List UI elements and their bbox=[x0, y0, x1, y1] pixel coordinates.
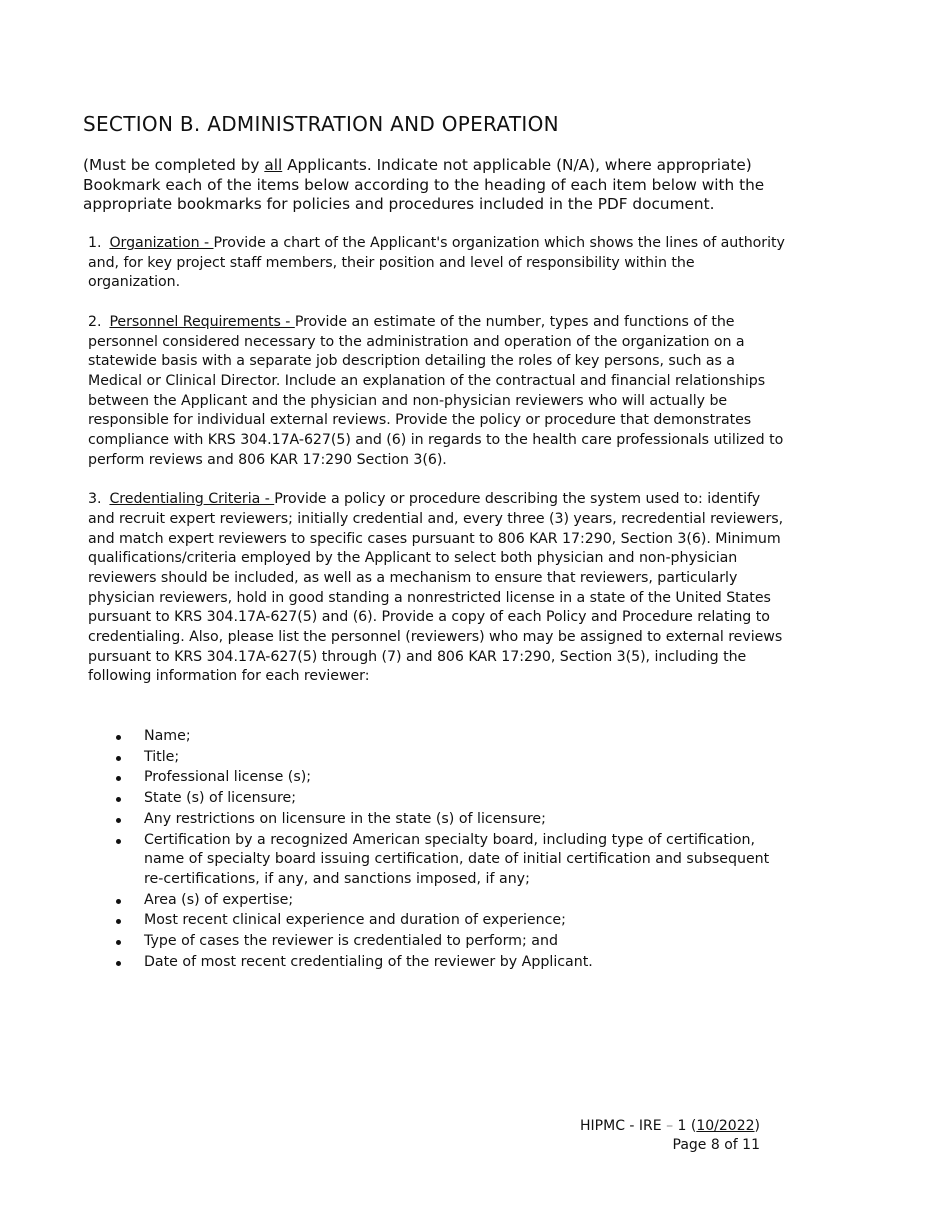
list-item: State (s) of licensure; bbox=[114, 789, 774, 809]
item-number: 1. bbox=[88, 235, 102, 251]
item-text: Provide a chart of the Applicant's organization which shows the lines of authority and, for key project staff members, their position and level of responsibility within the organization. bbox=[88, 235, 785, 291]
list-item: Name; bbox=[114, 727, 774, 747]
list-item: Area (s) of expertise; bbox=[114, 891, 774, 911]
form-dash: – bbox=[666, 1118, 674, 1134]
list-item: Any restrictions on licensure in the state (s) of licensure; bbox=[114, 810, 774, 830]
intro-text-end: Applicants. Indicate not applicable (N/A), where appropriate) Bookmark each of the items below according to the heading of each item below with the appropriate bookmarks for policies and procedures included in the PDF document. bbox=[83, 156, 765, 214]
list-item: Type of cases the reviewer is credentialed to perform; and bbox=[114, 932, 774, 952]
list-item: Title; bbox=[114, 748, 774, 768]
form-revision: 10/2022 bbox=[696, 1118, 755, 1134]
list-item: Most recent clinical experience and duration of experience; bbox=[114, 911, 774, 931]
page-number: Page 8 of 11 bbox=[672, 1137, 760, 1153]
requirement-item bbox=[88, 490, 788, 687]
item-title: Personnel Requirements - bbox=[109, 313, 295, 330]
requirements-list bbox=[88, 234, 788, 707]
requirement-item bbox=[88, 313, 788, 471]
item-number: 2. bbox=[88, 313, 102, 330]
reviewer-info-list bbox=[114, 727, 774, 973]
form-close: ) bbox=[754, 1118, 760, 1134]
section-intro bbox=[83, 156, 803, 215]
item-number: 3. bbox=[88, 491, 102, 508]
item-title: Credentialing Criteria - bbox=[109, 491, 275, 508]
requirement-item bbox=[88, 234, 788, 293]
list-item: Professional license (s); bbox=[114, 768, 774, 788]
item-text: Provide an estimate of the number, types and functions of the personnel considered necessary to the administration and operation of the organization on a statewide basis with a separate job description detailing the roles of key persons, such as a Medical or Clinical Director. Include an explanation of the contractual and financial relationships between the Applicant and the physician and non-physician reviewers who will actually be responsible for individual external reviews. Provide the policy or procedure that demonstrates compliance with KRS 304.17A-627(5) and (6) in regards to the health care professionals utilized to perform reviews and 806 KAR 17:290 Section 3(6). bbox=[88, 313, 784, 468]
intro-text-start: (Must be completed by bbox=[83, 156, 265, 174]
form-id: HIPMC - IRE bbox=[580, 1118, 667, 1134]
form-number: 1 ( bbox=[673, 1118, 697, 1134]
list-item: Date of most recent credentialing of the reviewer by Applicant. bbox=[114, 953, 774, 973]
intro-emphasis: all bbox=[264, 156, 283, 174]
section-heading: SECTION B. ADMINISTRATION AND OPERATION bbox=[83, 112, 559, 136]
item-title: Organization - bbox=[109, 235, 214, 251]
item-text: Provide a policy or procedure describing the system used to: identify and recruit expert reviewers; initially credential and, every three (3) years, recredential reviewers, and match expert reviewers to specific cases pursuant to 806 KAR 17:290, Section 3(6). Minimum qualifications/criteria employed by the Applicant to select both physician and non-physician reviewers should be included, as well as a mechanism to ensure that reviewers, particularly physician reviewers, hold in good standing a nonrestricted license in a state of the United States pursuant to KRS 304.17A-627(5) and (6). Provide a copy of each Policy and Procedure relating to credentialing. Also, please list the personnel (reviewers) who may be assigned to external reviews pursuant to KRS 304.17A-627(5) through (7) and 806 KAR 17:290, Section 3(5), including the following information for each reviewer: bbox=[88, 491, 784, 685]
list-item: Certification by a recognized American specialty board, including type of certification, name of specialty board issuing certification, date of initial certification and subsequent re-certifications, if any, and sanctions imposed, if any; bbox=[114, 831, 774, 890]
form-identifier bbox=[580, 1117, 760, 1136]
page-footer bbox=[580, 1117, 760, 1155]
